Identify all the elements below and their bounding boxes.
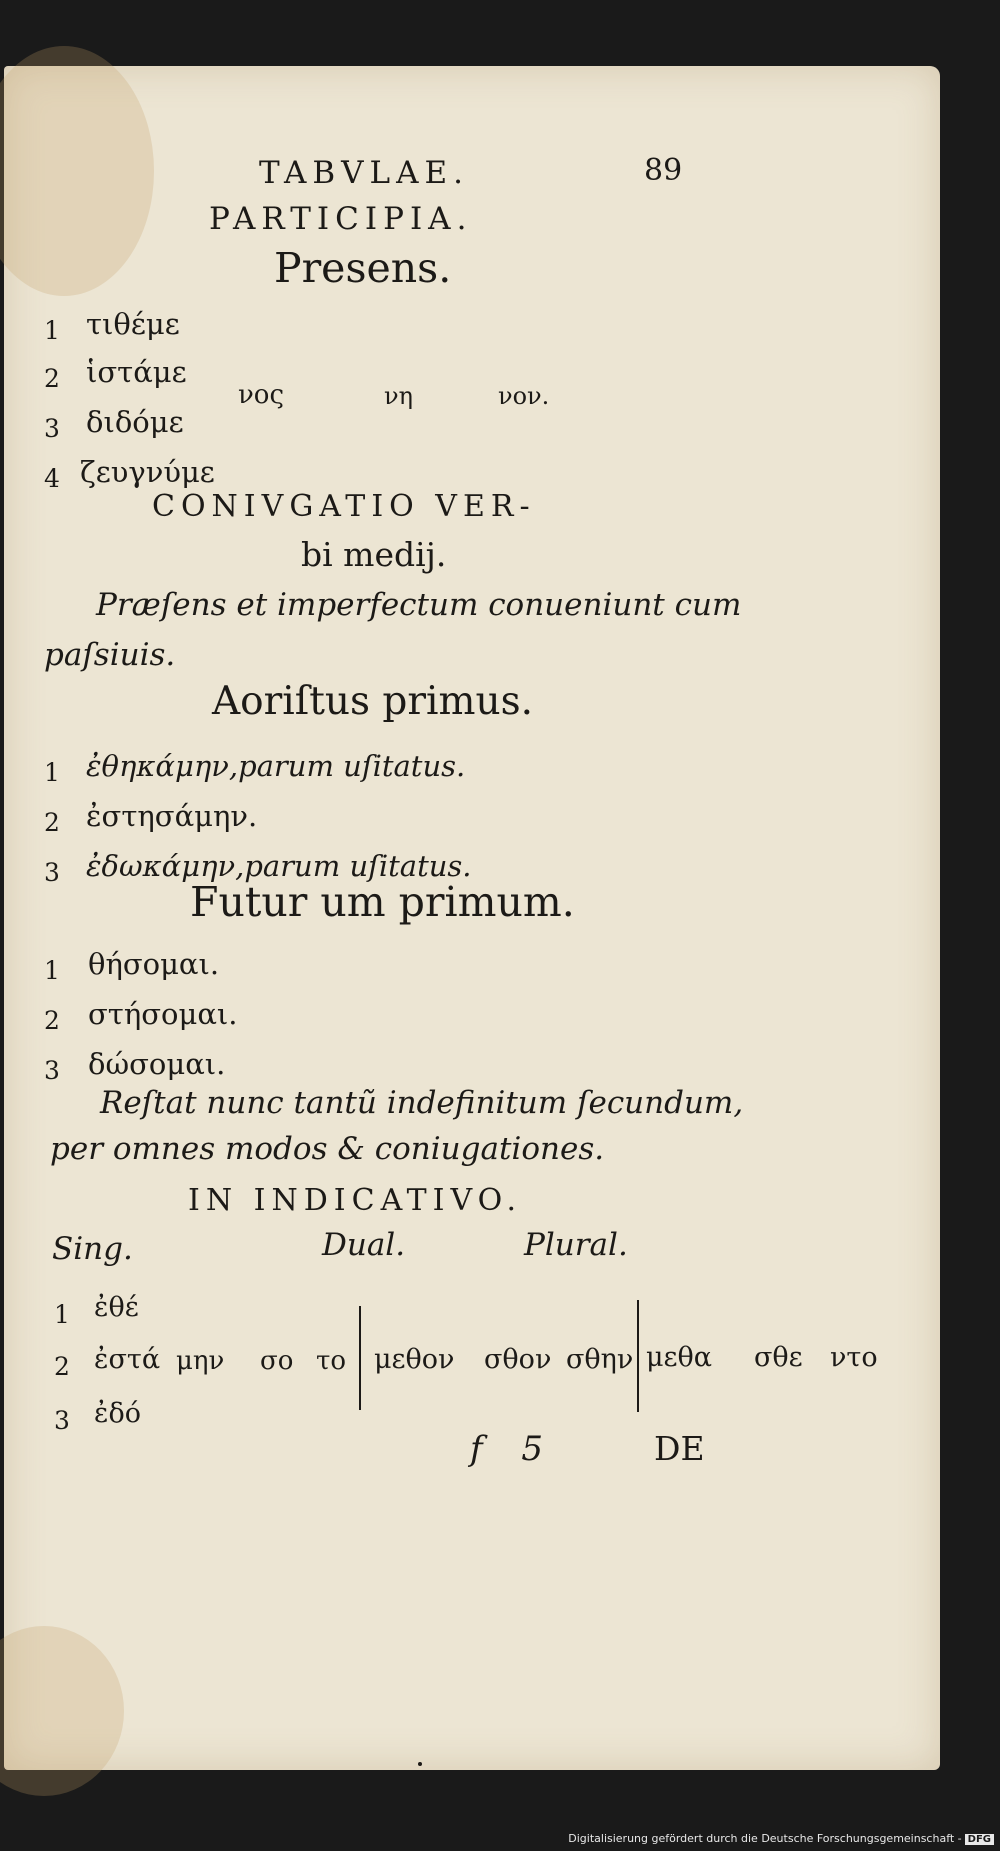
paper-stain [0, 46, 154, 296]
row-number: 1 [44, 316, 60, 345]
column-rule [637, 1300, 639, 1412]
participle-ending: νη [384, 382, 413, 410]
verb-stem: ἐθέ [94, 1292, 139, 1323]
row-number: 1 [54, 1300, 70, 1329]
singular-ending: μην [176, 1346, 225, 1376]
column-head-singular: Sing. [52, 1231, 133, 1267]
column-head-plural: Plural. [524, 1227, 628, 1263]
row-number: 3 [54, 1406, 70, 1435]
subheading-presens: Presens. [274, 244, 452, 292]
row-number: 3 [44, 414, 60, 443]
row-number: 2 [44, 1006, 60, 1035]
participle-ending: νον. [498, 382, 550, 410]
row-number: 3 [44, 858, 60, 887]
participle-form: διδόμε [86, 405, 184, 439]
note-text: paſsiuis. [44, 637, 176, 673]
row-number: 2 [44, 808, 60, 837]
digitization-credit [568, 1832, 994, 1845]
verb-stem: ἐδό [94, 1398, 141, 1429]
plural-ending: σθε [754, 1342, 803, 1373]
running-title: TABVLAE. [259, 155, 469, 191]
dfg-logo: DFG [965, 1834, 994, 1845]
row-number: 3 [44, 1056, 60, 1085]
participle-form: ζευγνύμε [80, 455, 215, 489]
book-page [4, 66, 940, 1770]
verb-stem: ἐστά [94, 1344, 161, 1375]
restat-text: Reſtat nunc tantũ indefinitum ſecundum, [100, 1085, 744, 1121]
row-number: 4 [44, 464, 60, 493]
aorist-form: ἐδωκάμην,parum uſitatus. [86, 849, 472, 883]
subheading-aoristus: Aoriſtus primus. [212, 679, 533, 724]
paper-stain [0, 1626, 124, 1796]
dual-ending: σθον [484, 1344, 552, 1375]
participle-form: ἱστάμε [86, 355, 187, 389]
section-heading-indicativo: IN INDICATIVO. [188, 1183, 522, 1218]
credit-text: Digitalisierung gefördert durch die Deutsche Forschungsgemeinschaft - [568, 1832, 962, 1845]
singular-ending: το [316, 1346, 347, 1376]
row-number: 1 [44, 956, 60, 985]
restat-text: per omnes modos & coniugationes. [50, 1131, 605, 1167]
future-form: θήσομαι. [88, 947, 220, 981]
participle-form: τιθέμε [86, 307, 180, 341]
note-text: Præſens et imperfectum conueniunt cum [96, 587, 742, 623]
aorist-form: ἐθηκάμην,parum uſitatus. [86, 749, 466, 783]
page-number: 89 [644, 153, 683, 188]
page-speck [418, 1762, 422, 1766]
catchword: DE [654, 1429, 705, 1468]
future-form: δώσομαι. [88, 1047, 226, 1081]
row-number: 2 [44, 364, 60, 393]
row-number: 2 [54, 1352, 70, 1381]
subheading-futurum: Futur um primum. [190, 878, 575, 926]
section-heading-participia: PARTICIPIA. [209, 201, 473, 237]
plural-ending: ντο [830, 1342, 878, 1373]
singular-ending: σο [260, 1346, 294, 1376]
section-heading-conjugatio: CONIVGATIO VER- [152, 489, 536, 524]
dual-ending: σθην [566, 1344, 634, 1375]
dual-ending: μεθον [374, 1344, 455, 1375]
participle-ending: νος [238, 380, 285, 410]
section-heading-conjugatio-cont: bi medij. [301, 535, 447, 574]
aorist-form: ἐστησάμην. [86, 799, 258, 833]
future-form: στήσομαι. [88, 997, 238, 1031]
signature-mark: f 5 [470, 1429, 544, 1469]
column-head-dual: Dual. [322, 1227, 406, 1263]
plural-ending: μεθα [646, 1342, 713, 1373]
column-rule [359, 1306, 361, 1410]
row-number: 1 [44, 758, 60, 787]
